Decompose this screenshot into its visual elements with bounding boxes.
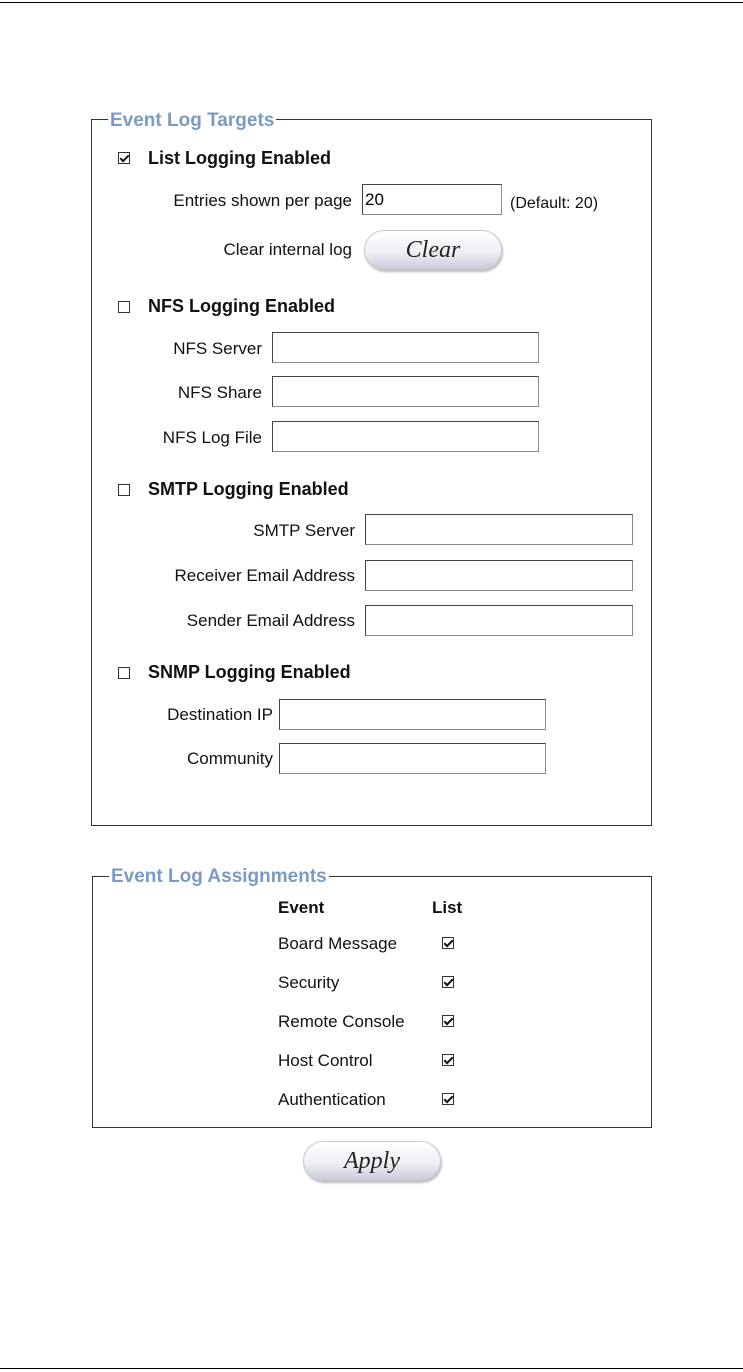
nfs-server-input[interactable] (272, 332, 539, 363)
event-log-assignments-legend: Event Log Assignments (111, 866, 327, 887)
list-logging-checkbox[interactable] (118, 152, 130, 164)
nfs-log-file-label: NFS Log File (162, 428, 262, 447)
bottom-rule (0, 1368, 743, 1369)
smtp-logging-checkbox[interactable] (118, 484, 130, 496)
event-column-header: Event (278, 898, 325, 917)
nfs-logging-checkbox[interactable] (118, 301, 130, 313)
event-row-label: Host Control (278, 1051, 373, 1070)
community-input[interactable] (279, 743, 546, 774)
smtp-server-input[interactable] (365, 514, 633, 545)
snmp-logging-label: SNMP Logging Enabled (148, 662, 351, 682)
clear-internal-log-label: Clear internal log (223, 240, 352, 259)
entries-per-page-label: Entries shown per page (173, 191, 352, 210)
snmp-logging-checkbox[interactable] (118, 667, 130, 679)
nfs-server-label: NFS Server (173, 339, 262, 358)
event-row-label: Board Message (278, 934, 398, 953)
community-label: Community (187, 749, 273, 768)
host-control-list-checkbox[interactable] (442, 1054, 454, 1066)
nfs-share-input[interactable] (272, 376, 539, 407)
nfs-log-file-input[interactable] (272, 421, 539, 452)
sender-email-label: Sender Email Address (186, 611, 355, 630)
smtp-logging-label: SMTP Logging Enabled (148, 479, 349, 499)
smtp-server-label: SMTP Server (253, 521, 355, 540)
top-rule (0, 2, 743, 3)
event-row-label: Authentication (278, 1090, 386, 1109)
event-row-label: Security (278, 973, 340, 992)
list-logging-label: List Logging Enabled (148, 148, 331, 168)
destination-ip-input[interactable] (279, 699, 546, 730)
nfs-share-label: NFS Share (177, 383, 262, 402)
apply-button[interactable]: Apply (303, 1141, 441, 1181)
entries-default-hint: (Default: 20) (510, 195, 599, 212)
receiver-email-input[interactable] (365, 560, 633, 591)
entries-per-page-input[interactable] (362, 184, 502, 215)
receiver-email-label: Receiver Email Address (174, 566, 355, 585)
clear-button[interactable]: Clear (364, 230, 502, 270)
destination-ip-label: Destination IP (167, 705, 273, 724)
nfs-logging-label: NFS Logging Enabled (148, 296, 335, 316)
security-list-checkbox[interactable] (442, 976, 454, 988)
authentication-list-checkbox[interactable] (442, 1093, 454, 1105)
event-log-targets-legend: Event Log Targets (110, 110, 275, 131)
remote-console-list-checkbox[interactable] (442, 1015, 454, 1027)
list-column-header: List (432, 898, 463, 917)
board-message-list-checkbox[interactable] (442, 937, 454, 949)
event-row-label: Remote Console (278, 1012, 405, 1031)
sender-email-input[interactable] (365, 605, 633, 636)
